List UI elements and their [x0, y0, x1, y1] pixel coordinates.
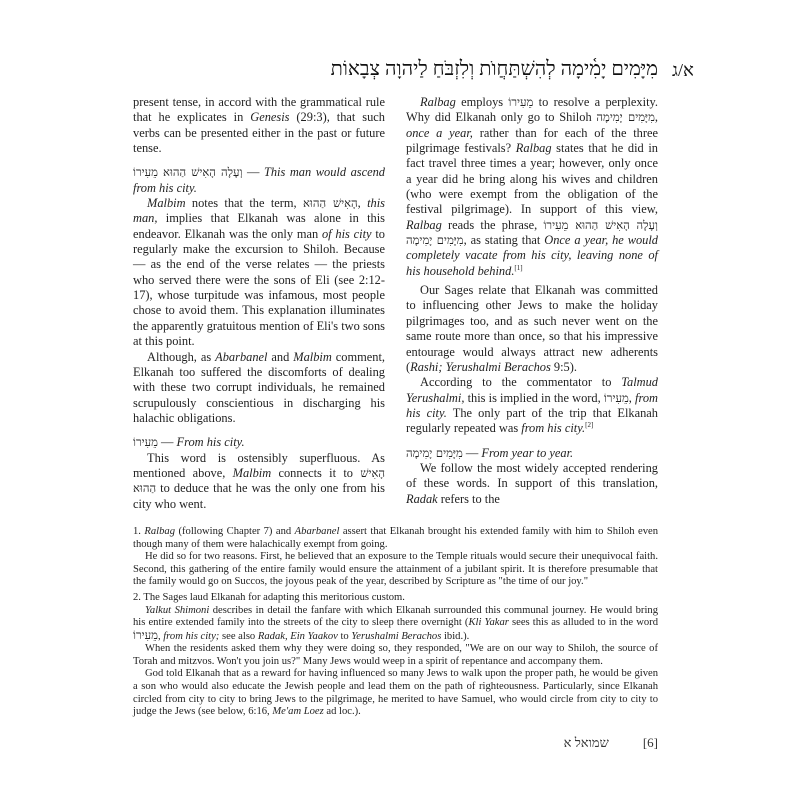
text-run: (following Chapter 7) and — [175, 525, 295, 537]
hebrew-text: וְעָלָה הָאִישׁ הַהוּא מֵעִירוֹ מִיָּמִים יָמִימָה — [406, 217, 659, 248]
italic-text: Abarbanel — [215, 349, 268, 364]
text-run: assert that Elkanah brought his extended family with him to Shiloh even though many of them were halachically exempt from going. — [133, 525, 658, 550]
text-run: He did so for two reasons. First, he believed that an exposure to the Temple rituals would secure their unequivocal faith. Second, this gathering of the entire family would ensure the attainment of a jubilant spirit. It is therefore presumable that the family would go on Succos, the joyous peak of the year, described by Scripture as "the time of our joy." — [133, 551, 658, 588]
commentary-left-column — [133, 95, 385, 512]
italic-text: Rashi; Yerushalmi Berachos — [410, 359, 551, 374]
text-run: — — [242, 165, 264, 180]
text-run: The only part of the trip that Elkanah regularly repeated was — [406, 405, 658, 436]
italic-text: of his city — [321, 226, 372, 241]
text-run: this is implied in the word, — [464, 390, 604, 405]
text-run: (29:3), that such verbs can be presented either in the past or future tense. — [133, 110, 385, 156]
text-run: to — [337, 630, 352, 642]
italic-text: Ralbag — [515, 141, 552, 156]
text-run: reads the phrase, — [441, 217, 544, 232]
text-run: present tense, in accord with the grammatical rule that he explicates in — [133, 95, 385, 125]
document-page — [133, 0, 694, 771]
footer-book-title: שמואל א — [563, 734, 609, 750]
italic-text: Yalkut Shimoni — [145, 604, 210, 616]
italic-text: Me'am Loez — [272, 706, 324, 718]
italic-text: once a year, — [406, 125, 473, 140]
text-run: rather than for each of the three pilgrimage festivals? — [406, 125, 658, 156]
italic-text: Kli Yakar — [468, 617, 509, 629]
italic-text: From year to year. — [481, 445, 574, 460]
text-run: comment, Elkanah too suffered the discomforts of dealing with these two corrupt individuals, he remained scrupulously conscientious in discharging his halachic obligations. — [133, 349, 385, 425]
commentary-paragraph — [406, 283, 658, 375]
hebrew-text: הָאִישׁ הַהוּא — [133, 465, 385, 496]
text-run: 2. The Sages laud Elkanah for adapting this meritorious custom. — [133, 591, 405, 603]
text-run: see also — [219, 630, 258, 642]
italic-text: Ralbag — [144, 525, 176, 537]
commentary-paragraph — [133, 350, 385, 427]
hebrew-text: מִיָּמִים יָמִימָה — [406, 445, 463, 460]
lemma-heading — [406, 446, 658, 461]
italic-text: from his city. — [406, 390, 658, 420]
commentary-paragraph — [406, 461, 658, 507]
text-run: , — [357, 196, 368, 211]
text-run: 1. — [133, 525, 145, 537]
running-header — [133, 58, 694, 81]
italic-text: Malbim — [232, 465, 272, 480]
italic-text: Yerushalmi Berachos — [351, 630, 442, 642]
commentary-paragraph — [133, 95, 385, 156]
text-run: — — [462, 445, 482, 460]
italic-text: from his city; — [163, 630, 220, 642]
commentary-paragraph — [133, 196, 385, 349]
text-run: , as stating that — [463, 233, 545, 248]
text-run: implies that Elkanah was alone in this endeavor. Elkanah was the only man — [133, 211, 385, 241]
footnote-paragraph — [133, 551, 658, 589]
text-run: Although, as — [147, 349, 216, 364]
footnotes — [133, 526, 658, 719]
lemma-heading — [133, 435, 385, 450]
text-run: When the residents asked them why they were doing so, they responded, "We are on our way to Shiloh, the source of Torah and mitzvos. Won't you join us?" Many Jews would weep in a spirit of repentance and accompany them. — [133, 643, 658, 667]
italic-text: Abarbanel — [294, 525, 340, 537]
commentary-paragraph — [406, 375, 658, 436]
text-run: connects it to — [271, 465, 361, 480]
italic-text: Genesis — [250, 110, 290, 125]
text-run: — — [157, 435, 177, 450]
commentary-columns — [133, 95, 658, 512]
text-run: , — [157, 630, 164, 642]
italic-text: Ralbag — [420, 95, 456, 109]
hebrew-text: מֵעִירוֹ — [133, 435, 158, 450]
hebrew-text: וְעָלָה הָאִישׁ הַהוּא מֵעִירוֹ — [133, 165, 243, 180]
italic-text: Ralbag — [406, 217, 442, 232]
text-run: sees this as alluded to in the word — [508, 617, 658, 629]
text-run: ibid.). — [441, 630, 470, 642]
italic-text: Radak, Ein Yaakov — [257, 630, 338, 642]
hebrew-text: מֵעִירוֹ — [508, 95, 534, 109]
text-run: , — [654, 110, 658, 125]
text-run: This word is ostensibly superfluous. As mentioned above, — [133, 450, 385, 480]
italic-text: This man would ascend from his city. — [133, 165, 385, 195]
text-run: 9:5). — [550, 359, 577, 374]
chapter-verse-reference: א/ג — [672, 60, 694, 80]
text-run: ad loc.). — [323, 706, 361, 718]
text-run: describes in detail the fanfare with which Elkanah surrounded this communal journey. He would bring his entire extended family into the streets of the city to sleep there overnight ( — [133, 604, 658, 629]
text-run: employs — [455, 95, 509, 109]
footnote-paragraph — [133, 592, 658, 605]
footnote-marker: [2] — [585, 421, 594, 430]
italic-text: From his city. — [176, 435, 245, 450]
italic-text: Malbim — [147, 196, 186, 211]
italic-text: from his city. — [521, 421, 586, 436]
text-run: refers to the — [437, 491, 500, 506]
italic-text: Radak — [406, 491, 438, 506]
footnote-paragraph — [133, 643, 658, 668]
italic-text: this man, — [133, 196, 385, 226]
italic-text: Once a year, he would completely vacate from his city, leaving none of his household behind. — [406, 233, 658, 278]
italic-text: Malbim — [293, 349, 332, 364]
text-run: We follow the most widely accepted rendering of these words. In support of this translation, — [406, 460, 658, 491]
text-run: Our Sages relate that Elkanah was committed to influencing other Jews to make the holiday pilgrimages too, and as such never went on the same route more than once, so that his impressive entourage would always attract new adherents ( — [406, 283, 658, 374]
footnote-paragraph — [133, 668, 658, 718]
italic-text: Talmud Yerushalmi, — [406, 375, 658, 405]
footnote-paragraph — [133, 526, 658, 551]
commentary-right-column — [406, 95, 658, 507]
hebrew-text: הָאִישׁ הַהוּא — [302, 196, 358, 211]
hebrew-text: מִיָּמִים יָמִימָה — [596, 110, 655, 125]
text-run: , — [628, 390, 636, 405]
commentary-paragraph — [133, 451, 385, 512]
footnote-marker: [1] — [514, 263, 523, 272]
text-run: to regularly make the excursion to Shiloh. Because — as the end of the verse relates — the priests who served there were the sons of Eli (see 2:12-17), whose turpitude was infamous, most people chose to avoid them. This explanation illuminates the apparently gratuitous mention of Eli's two sons at this point. — [133, 226, 385, 349]
text-run: and — [267, 349, 294, 364]
lemma-heading — [133, 165, 385, 196]
verse-heading: מִיָּמִים יָמִ֫ימָה לְהִשְׁתַּחֲוֺת וְלִזְבֹּחַ לַיהוָה צְבָאוֹת — [330, 58, 658, 80]
text-run: to deduce that he was the only one from his city who went. — [133, 481, 385, 511]
hebrew-text: מֵעִירוֹ — [603, 390, 629, 405]
text-run: states that he did in fact travel three times a year; however, only once a year did he bring along his wives and children (who were exempt from the obligation of the festival pilgrimage). In support of this view, — [406, 141, 658, 217]
page-footer — [133, 735, 658, 751]
hebrew-text: מֵעִירוֹ — [133, 627, 158, 642]
footnote-paragraph — [133, 605, 658, 644]
text-run: to resolve a perplexity. Why did Elkanah only go to Shiloh — [406, 95, 659, 125]
page-number: [6] — [642, 734, 658, 750]
text-run: God told Elkanah that as a reward for having influenced so many Jews to walk upon the proper path, he would be given a son who would also educate the Jewish people and lead them on the path of righteousness. Particularly, since Elkanah circled from city to city to bring Jews to the pilgrimage, he merited to have Samuel, who would circle from city to city to judge the Jews (see below, 6:16, — [133, 668, 658, 718]
text-run: According to the commentator to — [420, 375, 622, 390]
commentary-paragraph — [406, 95, 658, 279]
text-run: notes that the term, — [185, 196, 303, 211]
